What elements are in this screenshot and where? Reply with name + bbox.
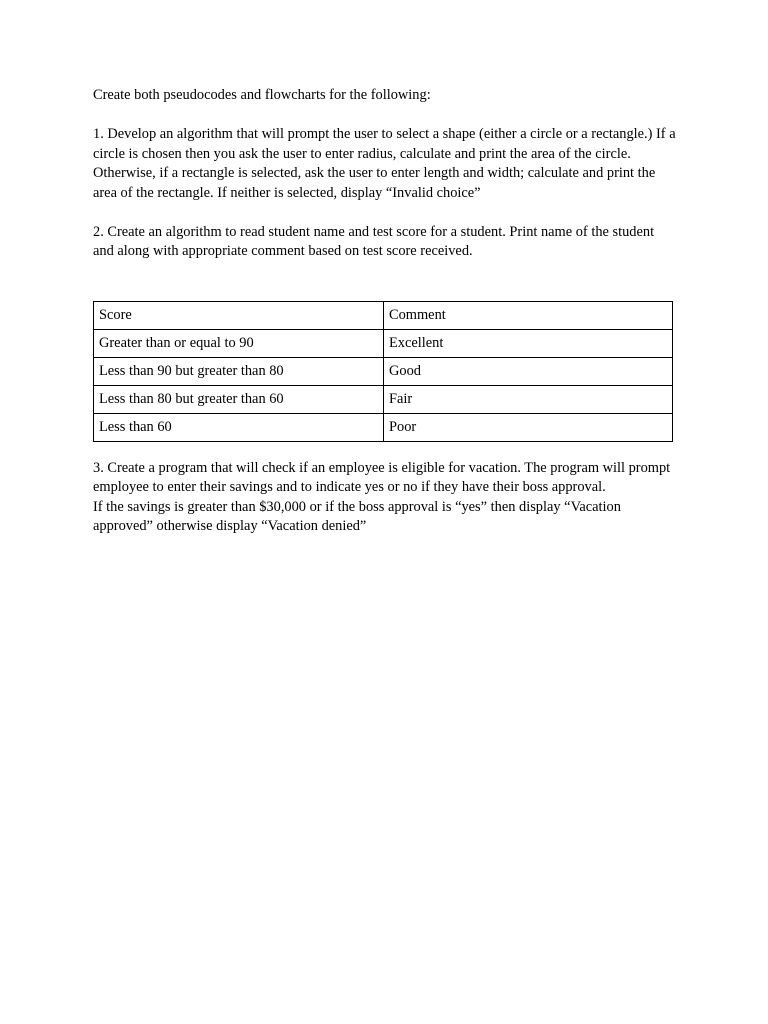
- table-cell-comment: Fair: [384, 385, 673, 413]
- question-3-line-2: If the savings is greater than $30,000 or if the boss approval is “yes” then display “Vacation approved” otherwise display “Vacation denied”: [93, 498, 621, 534]
- table-cell-comment: Excellent: [384, 329, 673, 357]
- table-header-row: [94, 301, 673, 329]
- question-2-text: 2. Create an algorithm to read student name and test score for a student. Print name of the student and along with appropriate comment based on test score received.: [93, 223, 655, 259]
- intro-text: Create both pseudocodes and flowcharts for the following:: [93, 87, 431, 103]
- table-header-comment: Comment: [384, 301, 673, 329]
- table-cell-score: Less than 60: [94, 413, 384, 441]
- table-row: [94, 385, 673, 413]
- table-row: [94, 413, 673, 441]
- question-3-line-1: 3. Create a program that will check if an employee is eligible for vacation. The program will prompt employee to enter their savings and to indicate yes or no if they have their boss approval.: [93, 459, 671, 495]
- table-cell-score: Greater than or equal to 90: [94, 329, 384, 357]
- question-1-text: 1. Develop an algorithm that will prompt the user to select a shape (either a circle or a rectangle.) If a circle is chosen then you ask the user to enter radius, calculate and print the area of the circle. Otherwise, if a rectangle is selected, ask the user to enter length and width; calculate and print the area of the rectangle. If neither is selected, display “Invalid choice”: [93, 126, 676, 201]
- table-row: [94, 329, 673, 357]
- table-cell-comment: Good: [384, 357, 673, 385]
- score-comment-table: [93, 301, 673, 442]
- table-cell-score: Less than 80 but greater than 60: [94, 385, 384, 413]
- table-cell-comment: Poor: [384, 413, 673, 441]
- table-row: [94, 357, 673, 385]
- table-cell-score: Less than 90 but greater than 80: [94, 357, 384, 385]
- question-3-text: [93, 459, 678, 537]
- table-header-score: Score: [94, 301, 384, 329]
- document-page: [93, 86, 678, 537]
